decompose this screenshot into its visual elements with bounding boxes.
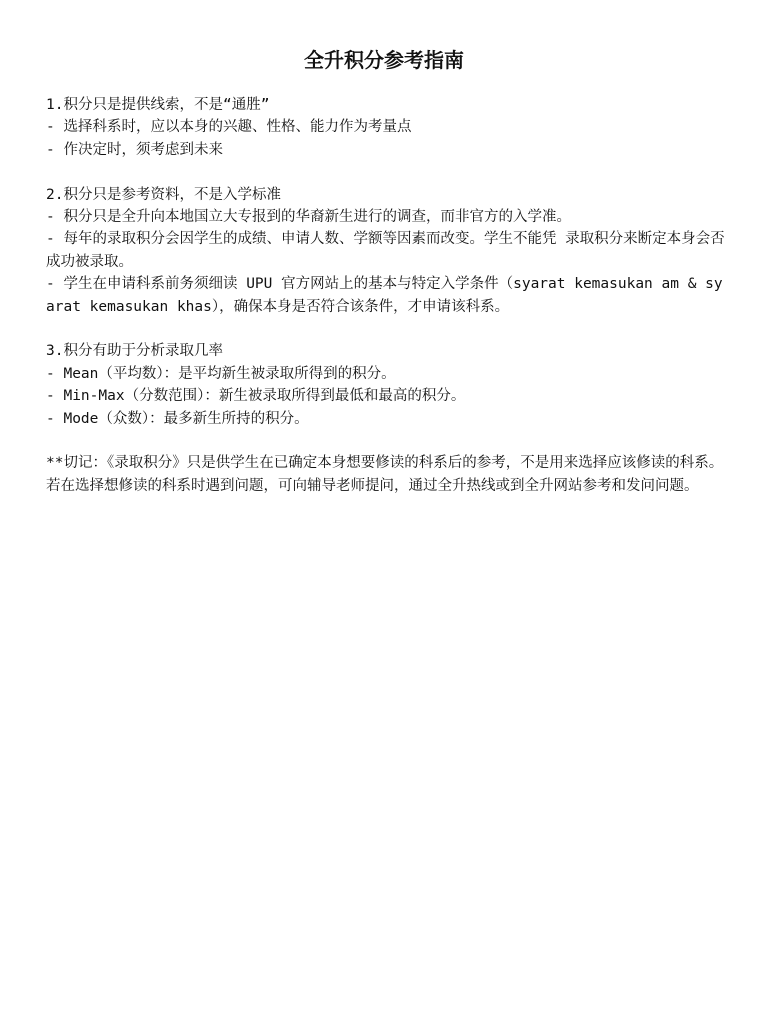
section-3 (46, 340, 726, 430)
section-1 (46, 94, 726, 161)
list-item: - Mode（众数）：最多新生所持的积分。 (46, 410, 309, 427)
list-item: - 每年的录取积分会因学生的成绩、申请人数、学额等因素而改变。学生不能凭 录取积分来断定本身会否成功被录取。 (46, 231, 725, 270)
list-item: - 作决定时，须考虑到未来 (46, 141, 223, 158)
section-2 (46, 184, 726, 318)
list-item: - 选择科系时，应以本身的兴趣、性格、能力作为考量点 (46, 119, 412, 136)
page-title: 全升积分参考指南 (304, 48, 464, 72)
section-heading: 3.积分有助于分析录取几率 (46, 343, 223, 360)
list-item: - Min-Max（分数范围）：新生被录取所得到最低和最高的积分。 (46, 388, 466, 405)
note-section (46, 452, 726, 497)
section-heading: 2.积分只是参考资料，不是入学标准 (46, 186, 281, 203)
list-item: - Mean（平均数）：是平均新生被录取所得到的积分。 (46, 365, 396, 382)
list-item: - 学生在申请科系前务须细读 UPU 官方网站上的基本与特定入学条件（syarat kemasukan am & syarat kemasukan khas），确保本身是否符合该条件，才申请该科系。 (46, 276, 723, 315)
list-item: - 积分只是全升向本地国立大专报到的华裔新生进行的调查，而非官方的入学准。 (46, 209, 571, 226)
section-heading: 1.积分只是提供线索，不是“通胜” (46, 97, 270, 113)
document-body (46, 94, 726, 520)
reminder-note: **切记：《录取积分》只是供学生在已确定本身想要修读的科系后的参考，不是用来选择应该修读的科系。若在选择想修读的科系时遇到问题，可向辅导老师提问，通过全升热线或到全升网站参考和发问问题。 (46, 455, 724, 494)
